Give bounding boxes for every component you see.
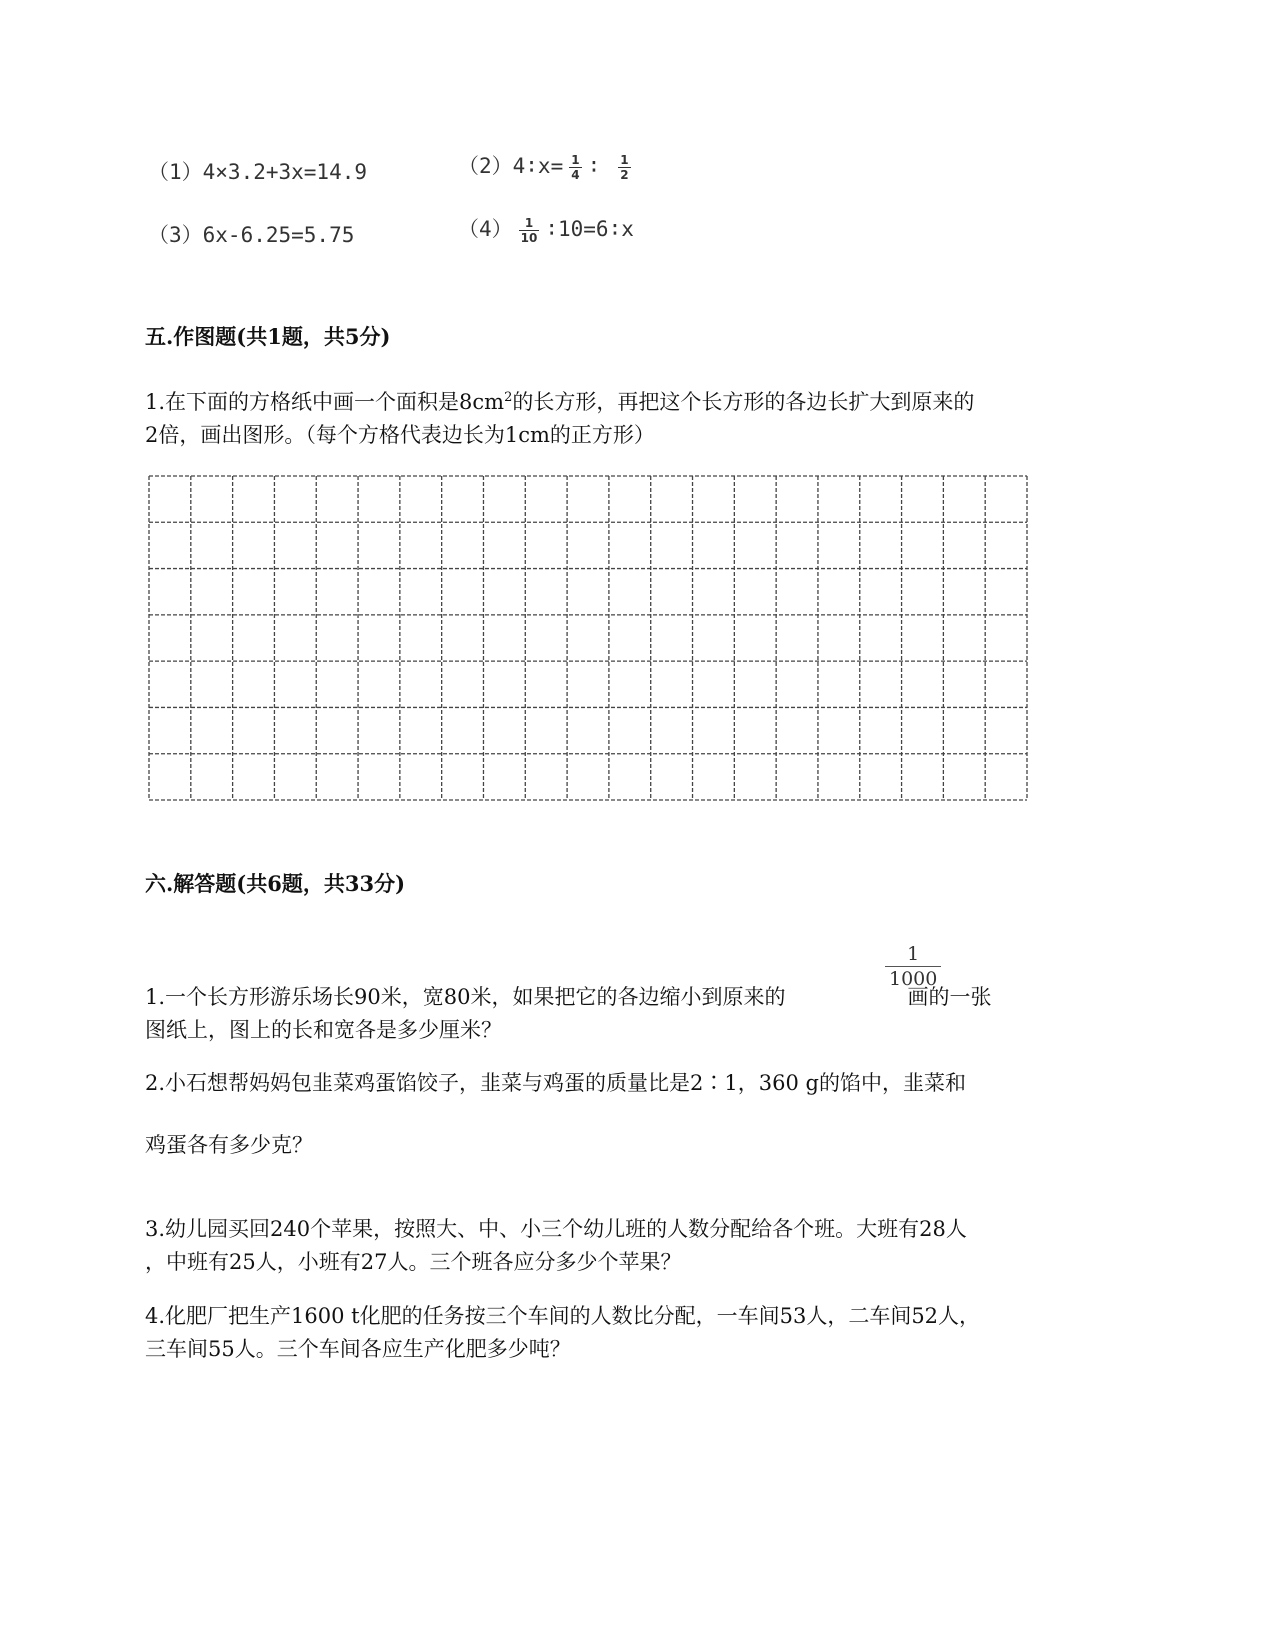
equation-2-prefix: （2）4∶x= — [458, 154, 564, 178]
denominator: 1000 — [889, 968, 938, 990]
section-6-question-2-line-2: 鸡蛋各有多少克？ — [145, 1133, 313, 1157]
grid-paper — [145, 472, 1031, 804]
fraction — [519, 216, 540, 245]
question-text: 1.一个长方形游乐场长90米，宽80米，如果把它的各边缩小到原来的 — [145, 985, 786, 1009]
question-line: 图纸上，图上的长和宽各是多少厘米？ — [145, 1018, 502, 1042]
question-line: 4.化肥厂把生产1600 t化肥的任务按三个车间的人数比分配，一车间53人，二车间52人， — [145, 1304, 981, 1328]
question-line: 三车间55人。三个车间各应生产化肥多少吨？ — [145, 1337, 571, 1361]
question-line: 2倍，画出图形。（每个方格代表边长为1cm的正方形） — [145, 423, 655, 447]
question-line: ，中班有25人，小班有27人。三个班各应分多少个苹果？ — [145, 1250, 682, 1274]
section-5-heading: 五.作图题(共1题，共5分) — [145, 324, 391, 349]
ratio-separator: ∶ — [587, 154, 601, 178]
fraction — [618, 153, 630, 182]
denominator: 2 — [620, 167, 629, 182]
equation-3: （3）6x-6.25=5.75 — [148, 223, 355, 247]
section-6-question-1 — [145, 981, 991, 1047]
question-line — [145, 981, 991, 1014]
numerator: 1 — [620, 152, 629, 167]
question-text: 画的一张 — [907, 985, 992, 1009]
equation-4-suffix: ∶10=6∶x — [545, 217, 634, 241]
equation-4-prefix: （4） — [458, 217, 513, 241]
question-line: 3.幼儿园买回240个苹果，按照大、中、小三个幼儿班的人数分配给各个班。大班有28人 — [145, 1217, 967, 1241]
numerator: 1 — [885, 942, 941, 967]
question-line — [145, 381, 974, 419]
numerator: 1 — [571, 152, 580, 167]
fraction — [569, 153, 581, 182]
equation-4 — [458, 213, 634, 245]
question-text: 1.在下面的方格纸中画一个面积是8cm — [145, 390, 505, 414]
section-6-question-2-line-1: 2.小石想帮妈妈包韭菜鸡蛋馅饺子，韭菜与鸡蛋的质量比是2∶1，360 g的馅中，韭菜和 — [145, 1071, 966, 1095]
section-6-heading: 六.解答题(共6题，共33分) — [145, 871, 406, 896]
section-6-question-4 — [145, 1300, 980, 1366]
equation-2 — [458, 150, 637, 182]
section-5-question-1 — [145, 381, 974, 452]
denominator: 4 — [571, 167, 580, 182]
denominator: 10 — [520, 230, 538, 245]
section-6-question-3 — [145, 1213, 967, 1279]
numerator: 1 — [519, 216, 540, 231]
equation-1: （1）4×3.2+3x=14.9 — [148, 160, 368, 184]
superscript: 2 — [504, 390, 513, 405]
question-text: 的长方形，再把这个长方形的各边长扩大到原来的 — [512, 390, 975, 414]
